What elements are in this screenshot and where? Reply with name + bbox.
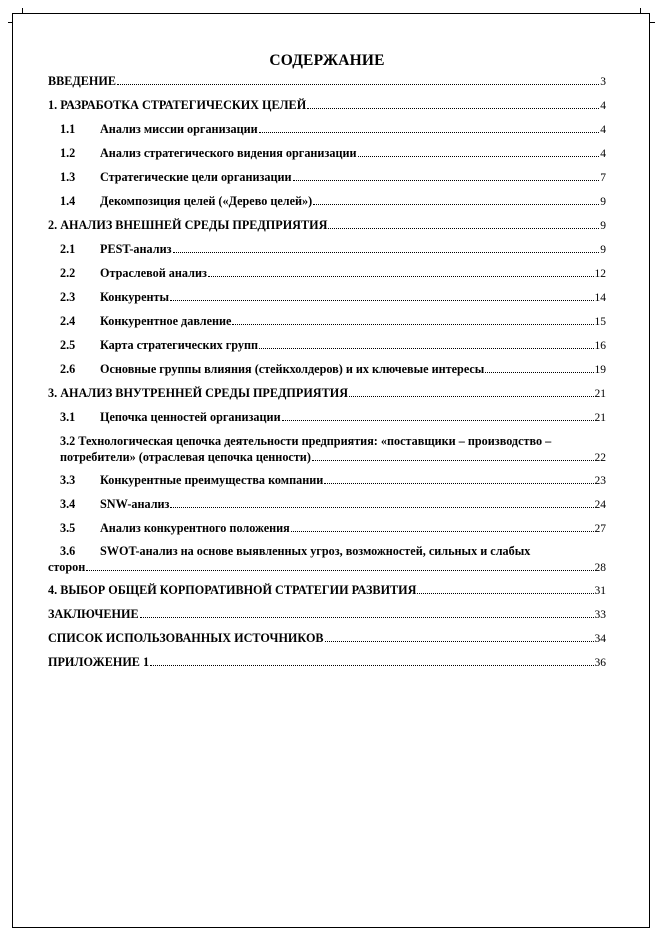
toc-entry-number: 1.1 [60,122,76,136]
toc-page-number: 19 [594,364,606,376]
toc-entry-label: Конкуренты [100,290,170,304]
dot-leader [173,252,600,253]
toc-entry-label: 3.2 Технологическая цепочка деятельности предприятия: «поставщики – производство – [60,434,552,448]
dot-leader [291,531,594,532]
toc-page-number: 23 [594,475,606,487]
toc-entry-number: 2.4 [60,314,76,328]
toc-entry-section-4[interactable] [48,583,606,599]
toc-entry-label: Карта стратегических групп [100,338,259,352]
toc-page-number: 33 [594,609,606,621]
dot-leader [117,84,599,85]
toc-entry-2-3[interactable] [48,290,606,306]
toc-entry-label: Декомпозиция целей («Дерево целей») [100,194,313,208]
toc-entry-label: 1. РАЗРАБОТКА СТРАТЕГИЧЕСКИХ ЦЕЛЕЙ [48,98,307,112]
toc-page-number: 4 [600,124,606,136]
toc-entry-3-5[interactable] [48,521,606,537]
toc-entry-number: 2.5 [60,338,76,352]
dot-leader [208,276,594,277]
toc-page-number: 27 [594,523,606,535]
toc-entry-1-2[interactable] [48,146,606,162]
toc-entry-label: 4. ВЫБОР ОБЩЕЙ КОРПОРАТИВНОЙ СТРАТЕГИИ РАЗВИТИЯ [48,583,417,597]
toc-entry-label: Анализ стратегического видения организации [100,146,357,160]
toc-entry-label: Анализ миссии организации [100,122,258,136]
toc-entry-line-2 [60,450,606,467]
toc-entry-section-1[interactable] [48,98,606,114]
toc-page-number: 12 [594,268,606,280]
toc-entry-2-1[interactable] [48,242,606,258]
toc-entry-label: Конкурентное давление [100,314,232,328]
toc-entry-number: 3.6 [60,544,76,558]
toc-page-number: 21 [594,388,606,400]
toc-entry-2-6[interactable] [48,362,606,378]
toc-entry-3-1[interactable] [48,410,606,426]
toc-entry-number: 3.1 [60,410,76,424]
toc-entry-label: Стратегические цели организации [100,170,292,184]
toc-entry-2-4[interactable] [48,314,606,330]
toc-entry-references[interactable] [48,631,606,647]
toc-entry-label: Анализ конкурентного положения [100,521,290,535]
toc-entry-number: 1.2 [60,146,76,160]
toc-page-number: 14 [594,292,606,304]
dot-leader [328,228,599,229]
toc-entry-label-continued: сторон [48,559,86,574]
toc-page-number: 15 [594,316,606,328]
toc-entry-label: ВВЕДЕНИЕ [48,74,116,88]
toc-entry-line-2 [48,560,606,577]
toc-page-number: 9 [600,244,606,256]
dot-leader [417,593,593,594]
toc-entry-1-1[interactable] [48,122,606,138]
toc-page-number: 4 [600,100,606,112]
toc-page-number: 7 [600,172,606,184]
dot-leader [140,617,594,618]
dot-leader [259,132,600,133]
toc-entry-label: ПРИЛОЖЕНИЕ 1 [48,655,150,669]
dot-leader [349,396,593,397]
toc-entry-label-continued: потребители» (отраслевая цепочка ценности) [60,449,311,464]
dot-leader [232,324,593,325]
dot-leader [313,204,599,205]
toc-entry-number: 2.6 [60,362,76,376]
toc-entry-number: 3.4 [60,497,76,511]
dot-leader [293,180,600,181]
toc-page-number: 22 [594,451,606,464]
toc-entry-number: 2.1 [60,242,76,256]
toc-title: СОДЕРЖАНИЕ [269,52,385,69]
toc-entry-number: 3.5 [60,521,76,535]
dot-leader [259,348,593,349]
toc-entry-section-3[interactable] [48,386,606,402]
table-of-contents [48,52,606,671]
toc-entry-number: 3.3 [60,473,76,487]
dot-leader [312,460,594,461]
toc-entry-conclusion[interactable] [48,607,606,623]
toc-page-number: 36 [594,657,606,669]
toc-entry-number: 2.3 [60,290,76,304]
toc-entry-label: SNW-анализ [100,497,170,511]
toc-entry-label: 3. АНАЛИЗ ВНУТРЕННЕЙ СРЕДЫ ПРЕДПРИЯТИЯ [48,386,349,400]
toc-page-number: 21 [594,412,606,424]
dot-leader [485,372,593,373]
dot-leader [86,570,593,571]
dot-leader [170,300,593,301]
toc-entry-label: PEST-анализ [100,242,172,256]
toc-page-number: 31 [594,585,606,597]
dot-leader [282,420,594,421]
toc-entry-label: Основные группы влияния (стейкхолдеров) и их ключевые интересы [100,362,485,376]
toc-page-number: 34 [594,633,606,645]
toc-entry-introduction[interactable] [48,74,606,90]
toc-entry-label: SWOT-анализ на основе выявленных угроз, возможностей, сильных и слабых [100,544,531,558]
toc-page-number: 9 [600,220,606,232]
toc-page-number: 28 [594,561,606,574]
dot-leader [170,507,593,508]
toc-entry-3-6[interactable] [48,544,606,576]
toc-entry-label: СПИСОК ИСПОЛЬЗОВАННЫХ ИСТОЧНИКОВ [48,631,324,645]
dot-leader [307,108,599,109]
toc-entry-label: Цепочка ценностей организации [100,410,281,424]
dot-leader [324,483,593,484]
toc-entry-2-2[interactable] [48,266,606,282]
toc-entry-number: 2.2 [60,266,76,280]
toc-entry-number: 1.4 [60,194,76,208]
toc-entry-label: ЗАКЛЮЧЕНИЕ [48,607,139,621]
dot-leader [150,665,593,666]
dot-leader [325,641,594,642]
toc-entry-line-1 [60,434,606,450]
toc-entry-3-4[interactable] [48,497,606,513]
dot-leader [358,156,600,157]
toc-entry-label: Отраслевой анализ [100,266,207,280]
toc-entry-line-1 [48,544,606,560]
toc-page-number: 4 [600,148,606,160]
toc-page-number: 16 [594,340,606,352]
toc-entry-number: 1.3 [60,170,76,184]
toc-page-number: 24 [594,499,606,511]
toc-entry-1-4[interactable] [48,194,606,210]
toc-entry-section-2[interactable] [48,218,606,234]
toc-page-number: 9 [600,196,606,208]
toc-entry-label: Конкурентные преимущества компании [100,473,324,487]
toc-page-number: 3 [600,76,606,88]
toc-entry-2-5[interactable] [48,338,606,354]
toc-entry-label: 2. АНАЛИЗ ВНЕШНЕЙ СРЕДЫ ПРЕДПРИЯТИЯ [48,218,328,232]
toc-entry-3-2[interactable] [48,434,606,466]
toc-entry-appendix-1[interactable] [48,655,606,671]
toc-entry-1-3[interactable] [48,170,606,186]
toc-entry-3-3[interactable] [48,473,606,489]
